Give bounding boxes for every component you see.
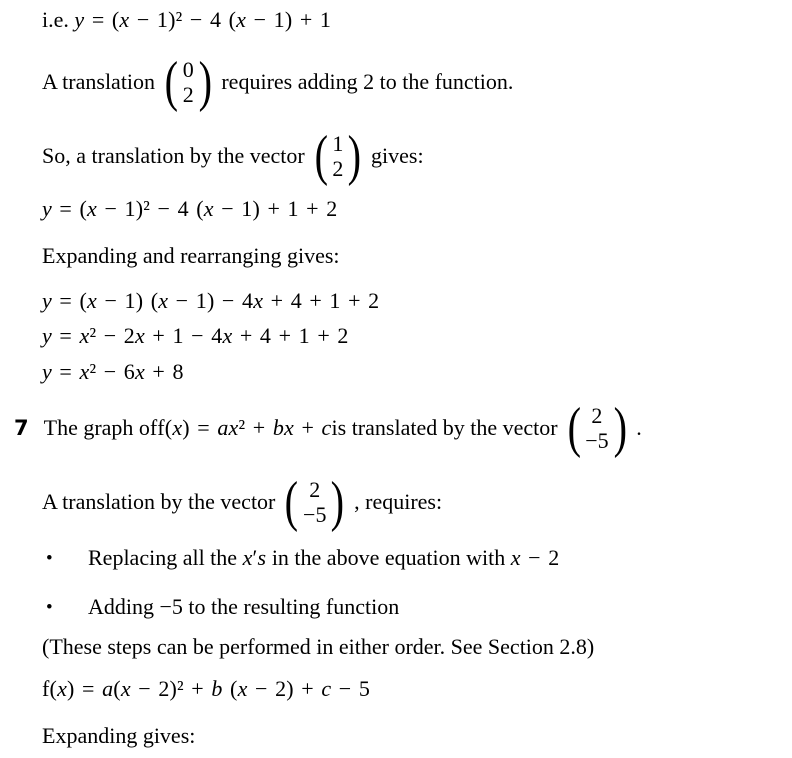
vector-1-2-values (330, 131, 345, 181)
translation-0-2-before: A translation (42, 69, 156, 94)
bullet-item-adding-neg5 (46, 594, 399, 620)
left-paren: ( (567, 397, 581, 459)
left-paren: ( (164, 51, 179, 113)
translation-1-2-after: gives: (371, 143, 424, 168)
vector-2-neg5 (565, 399, 630, 457)
vector-2-neg5-values (301, 477, 328, 527)
vector-2-neg5 (282, 473, 347, 531)
vector-1-2-top: 1 (332, 131, 344, 156)
expanding-rearranging-label: Expanding and rearranging gives: (42, 243, 340, 268)
translation-1-2-before: So, a translation by the vector (42, 143, 305, 168)
vector-2-neg5-bottom: −5 (585, 428, 609, 453)
question7-middle: is translated by the vector (331, 415, 558, 440)
line-question-7 (14, 397, 642, 459)
bullet1-middle: in the above equation with (266, 545, 511, 570)
translation-0-2-after: requires adding 2 to the function. (221, 69, 514, 94)
vector-1-2 (312, 127, 364, 185)
equation-after-translation: y = (x − 1)² − 4 (x − 1) + 1 + 2 (42, 196, 338, 221)
vector-0-2-values (181, 57, 196, 107)
vector-0-2-bottom: 2 (182, 82, 194, 107)
line-translation-1-2 (42, 125, 424, 187)
bullet1-before: Replacing all the (88, 545, 243, 570)
right-paren: ) (347, 125, 362, 187)
question7-after: . (636, 415, 642, 440)
bullet2-text: Adding −5 to the resulting function (88, 594, 400, 619)
vector-2-neg5-values (583, 403, 610, 453)
bullet1-math-xs: x′s (242, 545, 267, 570)
left-paren: ( (285, 471, 299, 533)
vector-1-2-bottom: 2 (332, 156, 344, 181)
vector-0-2-top: 0 (182, 57, 194, 82)
question7-function: f(x) = ax² + bx + c (157, 415, 332, 440)
question-number: 7 (14, 416, 29, 440)
left-paren: ( (314, 125, 328, 187)
line-translation-0-2 (42, 51, 513, 113)
equation-expand-result: y = x² − 6x + 8 (42, 359, 184, 384)
expanding-gives-label: Expanding gives: (42, 723, 196, 748)
equation-original-shifted: y = (x − 1)² − 4 (x − 1) + 1 (74, 7, 332, 32)
translation-2-neg5-after: , requires: (354, 489, 443, 514)
vector-2-neg5-top: 2 (309, 477, 321, 502)
line-ie-equation (42, 7, 331, 33)
either-order-note: (These steps can be performed in either order. See Section 2.8) (42, 634, 595, 659)
bullet-icon: • (46, 597, 53, 618)
bullet1-math-x-minus-2: x − 2 (510, 545, 560, 570)
right-paren: ) (198, 51, 212, 113)
right-paren: ) (613, 397, 627, 459)
vector-2-neg5-top: 2 (591, 403, 603, 428)
translation-2-neg5-before: A translation by the vector (42, 489, 276, 514)
equation-expand-step2: y = x² − 2x + 1 − 4x + 4 + 1 + 2 (42, 323, 349, 348)
ie-prefix: i.e. (42, 7, 75, 32)
equation-fx-translated: f(x) = a(x − 2)² + b (x − 2) + c − 5 (42, 676, 371, 701)
bullet-item-replace-x (46, 545, 559, 571)
vector-2-neg5-bottom: −5 (303, 502, 327, 527)
line-translation-2-neg5 (42, 471, 442, 533)
vector-0-2 (162, 53, 214, 111)
question7-before: The graph of (43, 415, 158, 440)
right-paren: ) (331, 471, 345, 533)
bullet-icon: • (46, 548, 53, 569)
equation-expand-step1: y = (x − 1) (x − 1) − 4x + 4 + 1 + 2 (42, 288, 380, 313)
